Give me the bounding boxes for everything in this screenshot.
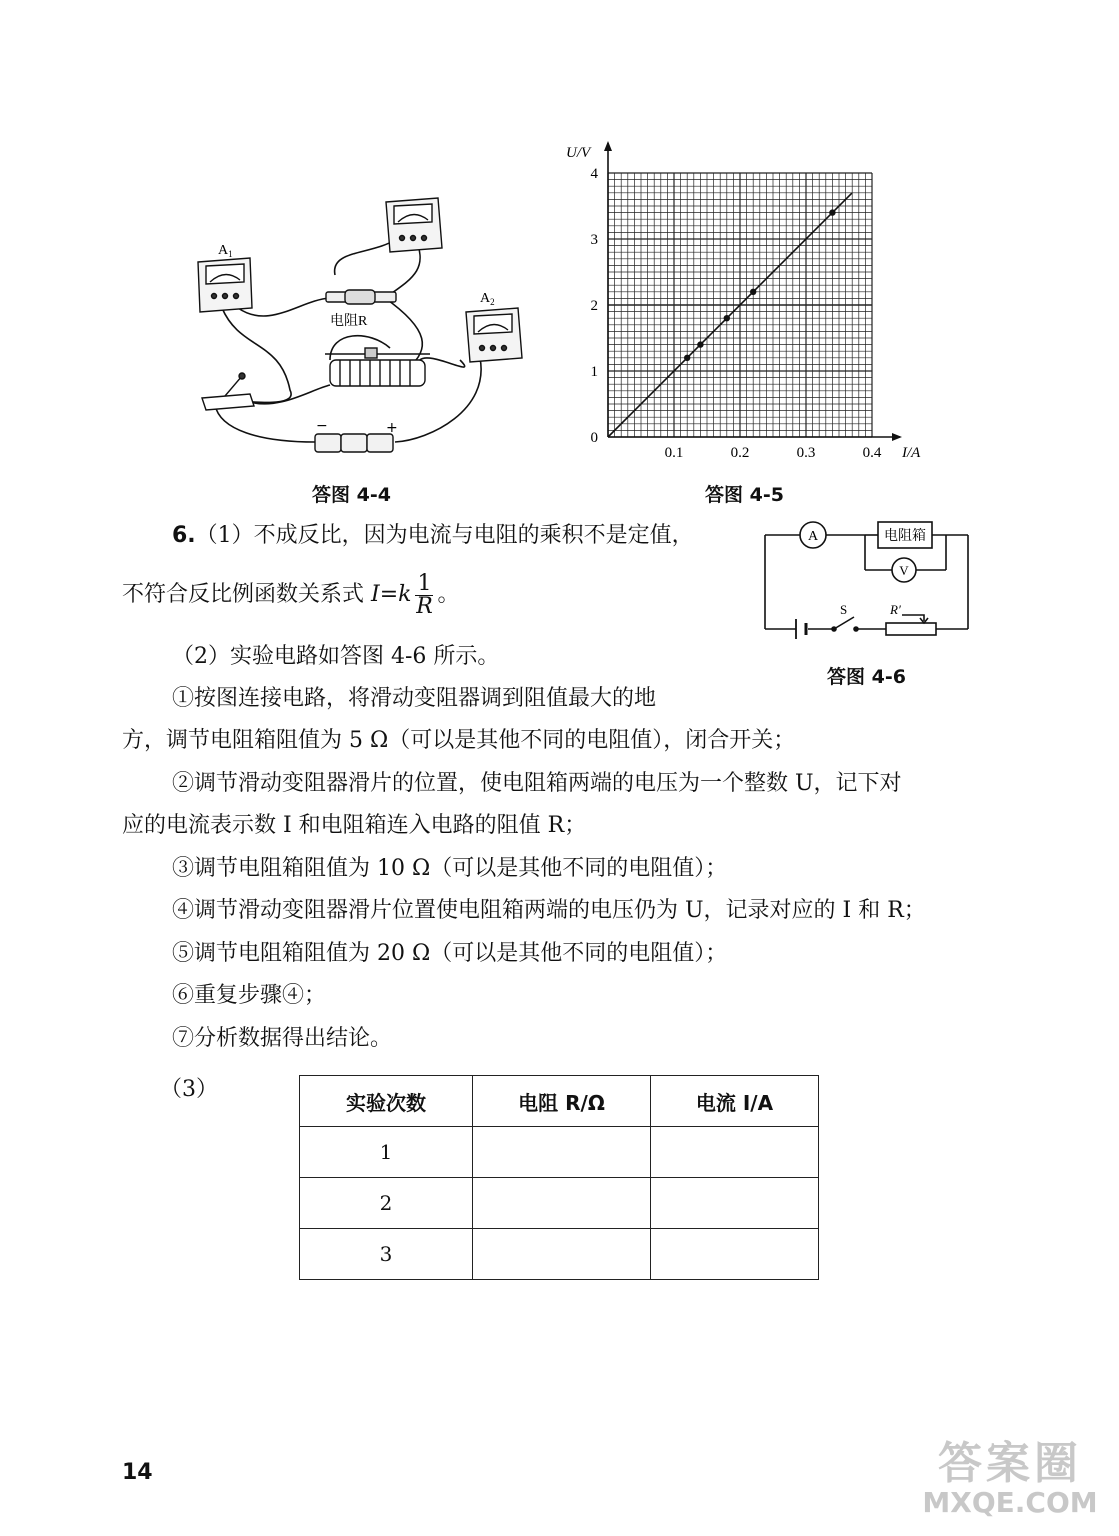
circuit-illustration — [180, 180, 540, 480]
u-i-chart — [560, 135, 940, 465]
figure-4-5 — [560, 135, 940, 465]
question-number: 6. — [172, 523, 196, 548]
table-cell — [473, 1229, 651, 1280]
part-2: （2）实验电路如答图 4-6 所示。 — [172, 644, 500, 669]
rheostat-label: R′ — [890, 602, 901, 617]
step-7: ⑦分析数据得出结论。 — [172, 1026, 393, 1051]
data-point — [684, 355, 690, 361]
rheostat-symbol — [886, 615, 936, 635]
resistor-icon — [326, 290, 396, 304]
switch-icon — [202, 373, 254, 410]
watermark-logo — [905, 1440, 1115, 1518]
figure-4-6-caption: 答图 4-6 — [827, 666, 906, 688]
header-current: 电流 I/A — [651, 1076, 819, 1127]
page-number: 14 — [122, 1460, 153, 1485]
table-cell — [473, 1127, 651, 1178]
table-header-row — [300, 1076, 819, 1127]
ammeter-a1-icon — [198, 258, 252, 312]
step-1-line-1: ①按图连接电路，将滑动变阻器调到阻值最大的地 — [172, 686, 657, 711]
y-tick-label: 1 — [590, 364, 598, 380]
switch-symbol — [832, 617, 858, 631]
svg-text:V: V — [899, 563, 909, 578]
figure-4-4-caption: 答图 4-4 — [312, 484, 391, 506]
step-2-line-2: 应的电流表示数 I 和电阻箱连入电路的阻值 R； — [122, 813, 587, 838]
table-cell — [651, 1178, 819, 1229]
part-1-text-2: 不符合反比例函数关系式 — [122, 582, 371, 607]
table-row — [300, 1178, 819, 1229]
formula: I=k $\frac{1}{R}$ — [371, 570, 433, 619]
data-point — [829, 209, 835, 215]
figure-4-5-caption: 答图 4-5 — [705, 484, 784, 506]
question-6-part-1-line-2 — [122, 570, 460, 620]
table-cell — [651, 1229, 819, 1280]
battery-plus-label: + — [386, 420, 398, 436]
resistor-label: 电阻R — [330, 314, 368, 329]
voltmeter-icon — [386, 198, 442, 252]
header-resistance: 电阻 R/Ω — [473, 1076, 651, 1127]
ammeter-a2-label: $A_2$ — [480, 291, 495, 307]
battery-symbol — [796, 619, 806, 639]
y-tick-label: 4 — [590, 166, 598, 182]
figure-4-4 — [180, 180, 540, 480]
table-cell: 2 — [300, 1178, 473, 1229]
data-point — [750, 289, 756, 295]
x-tick-label: 0.1 — [664, 445, 684, 461]
switch-label: S — [840, 602, 848, 617]
step-1-line-2: 方，调节电阻箱阻值为 5 Ω（可以是其他不同的电阻值），闭合开关； — [122, 728, 796, 753]
part-1-end: 。 — [437, 582, 460, 607]
watermark-bottom: MXQE.COM — [922, 1486, 1098, 1519]
y-tick-label: 3 — [590, 232, 598, 248]
voltmeter-symbol — [892, 558, 916, 582]
figure-4-6 — [760, 515, 975, 640]
y-axis-arrow — [604, 141, 612, 151]
part-3: （3） — [160, 1077, 218, 1102]
fit-line — [608, 193, 852, 437]
part-1-text: （1）不成反比，因为电流与电阻的乘积不是定值， — [195, 523, 694, 548]
circuit-schematic — [760, 515, 975, 640]
ammeter-a2-icon — [466, 308, 522, 362]
data-point — [697, 341, 703, 347]
step-3: ③调节电阻箱阻值为 10 Ω（可以是其他不同的电阻值）； — [172, 856, 728, 881]
battery-minus-label: − — [316, 418, 328, 434]
x-tick-label: 0.3 — [796, 445, 816, 461]
step-2-line-1: ②调节滑动变阻器滑片的位置，使电阻箱两端的电压为一个整数 U，记下对 — [172, 771, 902, 796]
svg-text:电阻箱: 电阻箱 — [884, 528, 926, 544]
rheostat-icon — [325, 348, 430, 386]
fraction: $\frac{1}{R}$ — [416, 570, 433, 619]
data-table — [299, 1075, 819, 1280]
step-5: ⑤调节电阻箱阻值为 20 Ω（可以是其他不同的电阻值）； — [172, 941, 728, 966]
x-axis-label: I/A — [902, 445, 921, 461]
data-point — [724, 315, 730, 321]
step-6: ⑥重复步骤④； — [172, 983, 327, 1008]
header-trial: 实验次数 — [300, 1076, 473, 1127]
x-tick-label: 0.4 — [862, 445, 882, 461]
step-4: ④调节滑动变阻器滑片位置使电阻箱两端的电压仍为 U，记录对应的 I 和 R； — [172, 898, 926, 923]
y-axis-label: U/V — [566, 145, 591, 161]
table-cell — [651, 1127, 819, 1178]
resistance-box-symbol — [878, 522, 932, 548]
ammeter-symbol — [800, 522, 826, 548]
table-cell — [473, 1178, 651, 1229]
ammeter-a1-label: $A_1$ — [218, 243, 233, 259]
svg-text:A: A — [807, 529, 819, 544]
table-row — [300, 1127, 819, 1178]
battery-icon — [315, 434, 393, 452]
y-tick-label: 0 — [590, 430, 598, 446]
watermark-top: 答案圈 — [938, 1438, 1082, 1489]
table-cell: 1 — [300, 1127, 473, 1178]
table-row — [300, 1229, 819, 1280]
x-axis-arrow — [892, 433, 902, 441]
y-tick-label: 2 — [590, 298, 598, 314]
question-6-part-1-line-1 — [172, 521, 694, 551]
table-cell: 3 — [300, 1229, 473, 1280]
x-tick-label: 0.2 — [730, 445, 750, 461]
